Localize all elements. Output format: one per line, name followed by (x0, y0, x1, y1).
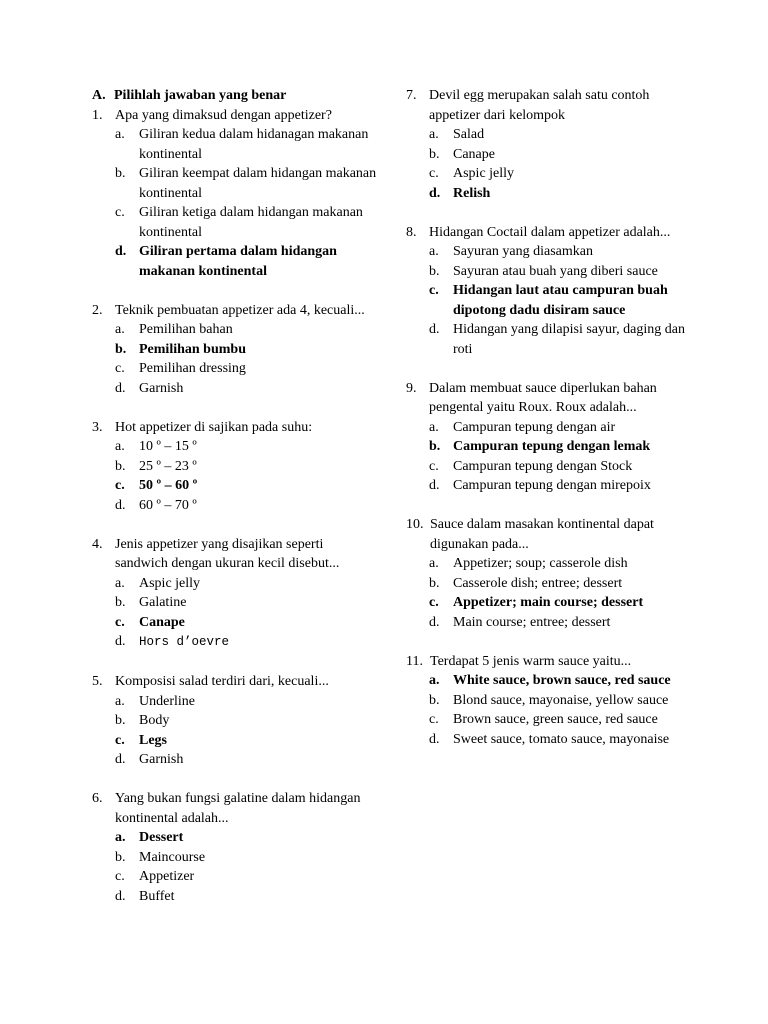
option-letter: c. (429, 458, 439, 474)
question-9 (406, 379, 691, 496)
question-stem (406, 515, 691, 554)
option-text: Campuran tepung dengan mirepoix (453, 478, 651, 493)
question-number: 9. (406, 380, 417, 396)
option-letter: b. (115, 341, 127, 357)
option-text: Giliran keempat dalam hidangan makanan kontinental (139, 166, 377, 201)
option-letter: c. (429, 595, 439, 610)
option-list (92, 574, 377, 653)
option-letter: d. (115, 634, 126, 649)
option-b-correct (115, 340, 377, 360)
option-list (92, 692, 377, 770)
option-text: Galatine (139, 595, 187, 610)
option-text: 25 º – 23 º (139, 458, 197, 474)
option-letter: c. (115, 614, 125, 630)
question-stem (406, 652, 691, 672)
option-text: Aspic jelly (453, 166, 515, 181)
option-letter: c. (115, 205, 125, 220)
option-letter: d. (115, 244, 127, 259)
question-number: 10. (406, 517, 424, 532)
option-text: Appetizer; soup; casserole dish (453, 556, 628, 571)
option-text: Garnish (139, 380, 184, 396)
question-number: 8. (406, 224, 417, 240)
option-text: Garnish (139, 752, 184, 767)
question-stem (92, 535, 377, 574)
option-text: Blond sauce, mayonaise, yellow sauce (453, 692, 669, 708)
question-stem (92, 106, 377, 126)
option-a (429, 125, 691, 145)
option-text: Giliran kedua dalam hidanagan makanan kontinental (139, 127, 369, 162)
option-letter: d. (115, 752, 126, 767)
option-letter: a. (429, 419, 439, 435)
option-text: Hidangan laut atau campuran buah dipotong dadu disiram sauce (453, 283, 668, 318)
option-letter: a. (115, 693, 125, 709)
option-list (92, 828, 377, 906)
option-letter: b. (115, 595, 126, 610)
option-a (115, 125, 377, 164)
option-b-correct (429, 437, 691, 457)
question-number: 6. (92, 791, 103, 806)
option-text: Giliran ketiga dalam hidangan makanan kontinental (139, 205, 363, 240)
option-letter: c. (115, 361, 125, 376)
option-b (429, 145, 691, 165)
option-text: 10 º – 15 º (139, 439, 197, 454)
option-list (92, 437, 377, 515)
option-text: Pemilihan bumbu (139, 341, 246, 357)
question-text: Teknik pembuatan appetizer ada 4, kecuali... (115, 302, 365, 318)
option-text: Maincourse (139, 849, 206, 865)
option-letter: d. (429, 614, 440, 630)
option-c (115, 867, 377, 887)
option-d (429, 730, 691, 750)
option-letter: d. (429, 185, 441, 201)
option-letter: d. (429, 322, 440, 337)
question-number: 5. (92, 674, 103, 689)
question-5 (92, 672, 377, 770)
question-stem (92, 301, 377, 321)
option-a (429, 554, 691, 574)
option-text: White sauce, brown sauce, red sauce (453, 673, 671, 688)
option-list (406, 671, 691, 749)
option-b (429, 574, 691, 594)
option-letter: b. (115, 849, 126, 865)
option-a (115, 574, 377, 594)
question-text: Yang bukan fungsi galatine dalam hidangan kontinental adalah... (115, 791, 361, 826)
option-b (115, 593, 377, 613)
option-letter: b. (429, 575, 440, 591)
option-list (406, 125, 691, 203)
question-number: 11. (406, 653, 423, 669)
question-7 (406, 86, 691, 203)
option-letter: c. (429, 283, 439, 298)
question-text: Komposisi salad terdiri dari, kecuali... (115, 674, 329, 689)
question-stem (92, 789, 377, 828)
option-a (429, 242, 691, 262)
option-d (115, 496, 377, 516)
option-text: Buffet (139, 888, 175, 904)
option-text: Casserole dish; entree; dessert (453, 575, 623, 591)
option-b (115, 848, 377, 868)
option-b (115, 711, 377, 731)
section-heading (92, 86, 377, 106)
option-a (115, 437, 377, 457)
option-letter: a. (115, 127, 125, 142)
question-stem (92, 418, 377, 438)
option-letter: d. (429, 478, 440, 493)
option-d (429, 320, 691, 359)
option-text: Appetizer; main course; dessert (453, 595, 644, 610)
option-text: Brown sauce, green sauce, red sauce (453, 712, 658, 727)
option-d-correct (115, 242, 377, 281)
question-text: Apa yang dimaksud dengan appetizer? (115, 107, 332, 123)
option-text: Giliran pertama dalam hidangan makanan kontinental (139, 244, 337, 279)
option-c (115, 359, 377, 379)
option-text: 60 º – 70 º (139, 497, 197, 513)
option-letter: d. (115, 888, 126, 904)
option-letter: b. (429, 146, 440, 162)
option-list (92, 125, 377, 281)
option-text: Sayuran yang diasamkan (453, 244, 593, 259)
left-column (92, 86, 377, 926)
option-letter: c. (115, 869, 125, 884)
option-text: Appetizer (139, 869, 195, 884)
question-number: 3. (92, 419, 103, 435)
option-letter: c. (429, 712, 439, 727)
option-text: Relish (453, 185, 491, 201)
option-c-correct (115, 613, 377, 633)
question-10 (406, 515, 691, 632)
option-text: Hors d’oevre (139, 635, 230, 649)
option-letter: b. (115, 713, 126, 728)
option-letter: c. (115, 478, 125, 493)
question-stem (406, 86, 691, 125)
question-text: Terdapat 5 jenis warm sauce yaitu... (430, 653, 632, 669)
option-text: Salad (453, 127, 485, 142)
option-letter: a. (115, 575, 125, 591)
option-letter: b. (429, 263, 440, 279)
question-4 (92, 535, 377, 653)
option-list (406, 418, 691, 496)
question-stem (406, 223, 691, 243)
option-letter: a. (429, 244, 439, 259)
option-c (115, 203, 377, 242)
option-text: Pemilihan dressing (139, 361, 246, 376)
option-list (92, 320, 377, 398)
option-letter: d. (429, 731, 440, 747)
question-text: Hot appetizer di sajikan pada suhu: (115, 419, 313, 435)
option-text: Underline (139, 693, 195, 709)
option-text: Canape (453, 146, 495, 162)
option-letter: a. (429, 556, 439, 571)
option-letter: d. (115, 497, 126, 513)
question-11 (406, 652, 691, 750)
option-d (115, 632, 377, 653)
option-d (115, 887, 377, 907)
option-list (406, 242, 691, 359)
option-b (115, 457, 377, 477)
option-c-correct (115, 731, 377, 751)
option-c (429, 710, 691, 730)
option-text: Dessert (139, 830, 184, 845)
option-c (429, 457, 691, 477)
option-letter: a. (429, 673, 440, 688)
question-stem (406, 379, 691, 418)
option-text: Canape (139, 614, 185, 630)
option-a (115, 692, 377, 712)
option-d-correct (429, 184, 691, 204)
option-letter: a. (115, 830, 126, 845)
option-a-correct (115, 828, 377, 848)
question-text: Dalam membuat sauce diperlukan bahan pengental yaitu Roux. Roux adalah... (429, 380, 657, 415)
option-text: Legs (139, 732, 167, 748)
question-number: 4. (92, 536, 103, 552)
option-letter: c. (115, 732, 125, 748)
option-d (429, 613, 691, 633)
option-text: Campuran tepung dengan lemak (453, 439, 651, 454)
question-text: Hidangan Coctail dalam appetizer adalah... (429, 224, 671, 240)
option-letter: b. (115, 458, 126, 474)
question-1 (92, 106, 377, 282)
option-c-correct (429, 593, 691, 613)
question-number: 1. (92, 107, 103, 123)
option-text: Campuran tepung dengan Stock (453, 458, 633, 474)
question-stem (92, 672, 377, 692)
section-label: A. (92, 88, 106, 103)
option-d (115, 379, 377, 399)
option-letter: b. (115, 166, 126, 181)
option-list (406, 554, 691, 632)
question-number: 7. (406, 88, 417, 103)
option-text: Body (139, 713, 170, 728)
question-2 (92, 301, 377, 399)
option-text: Sayuran atau buah yang diberi sauce (453, 263, 658, 279)
option-a-correct (429, 671, 691, 691)
option-b (429, 262, 691, 282)
option-text: Aspic jelly (139, 575, 201, 591)
option-letter: a. (115, 439, 125, 454)
option-a (115, 320, 377, 340)
option-a (429, 418, 691, 438)
option-text: 50 º – 60 º (139, 478, 198, 493)
option-letter: d. (115, 380, 126, 396)
option-letter: a. (115, 322, 125, 337)
option-d (429, 476, 691, 496)
question-number: 2. (92, 302, 103, 318)
question-text: Sauce dalam masakan kontinental dapat digunakan pada... (430, 517, 654, 552)
option-c (429, 164, 691, 184)
option-letter: c. (429, 166, 439, 181)
option-d (115, 750, 377, 770)
option-text: Campuran tepung dengan air (453, 419, 616, 435)
option-letter: a. (429, 127, 439, 142)
section-title: Pilihlah jawaban yang benar (114, 88, 287, 103)
option-c-correct (115, 476, 377, 496)
question-text: Devil egg merupakan salah satu contoh appetizer dari kelompok (429, 88, 650, 123)
question-6 (92, 789, 377, 906)
option-text: Main course; entree; dessert (453, 614, 611, 630)
option-b (429, 691, 691, 711)
question-3 (92, 418, 377, 516)
option-c-correct (429, 281, 691, 320)
option-text: Pemilihan bahan (139, 322, 233, 337)
option-b (115, 164, 377, 203)
question-8 (406, 223, 691, 360)
option-text: Sweet sauce, tomato sauce, mayonaise (453, 731, 670, 747)
option-text: Hidangan yang dilapisi sayur, daging dan roti (453, 322, 685, 357)
question-text: Jenis appetizer yang disajikan seperti sandwich dengan ukuran kecil disebut... (115, 536, 340, 571)
option-letter: b. (429, 692, 440, 708)
right-column (406, 86, 691, 769)
option-letter: b. (429, 439, 441, 454)
